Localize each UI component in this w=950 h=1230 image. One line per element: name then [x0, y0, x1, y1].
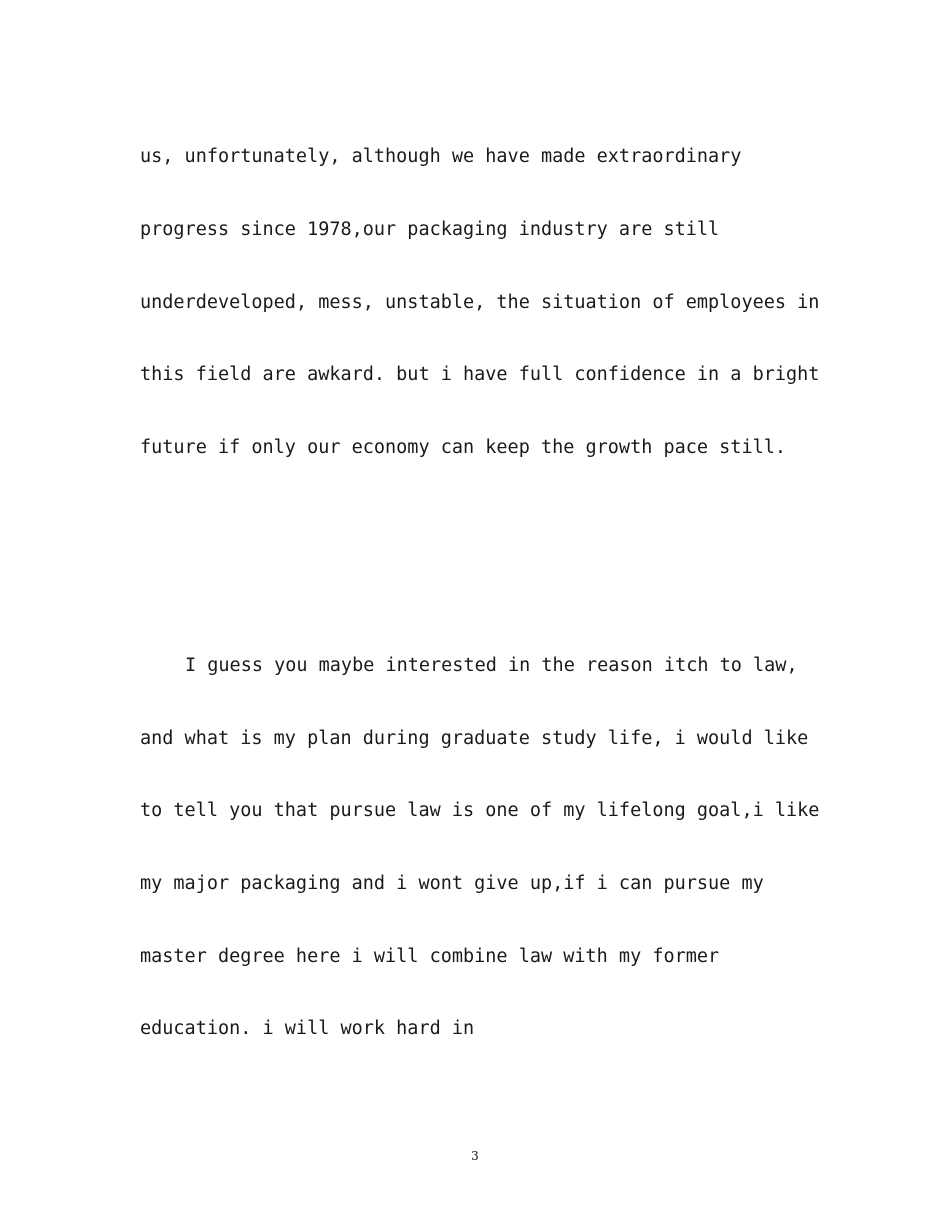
paragraph-2-line-5: master degree here i will combine law with my former: [140, 946, 720, 967]
paragraph-2-line-6: education. i will work hard in: [140, 1018, 475, 1039]
paragraph-1-line-1: us, unfortunately, although we have made extraordinary: [140, 146, 742, 167]
paragraph-1-line-2: progress since 1978,our packaging industry are still: [140, 219, 720, 240]
paragraph-2-line-2: and what is my plan during graduate study life, i would like: [140, 728, 809, 749]
paragraph-2-line-1: I guess you maybe interested in the reason itch to law,: [185, 655, 798, 676]
paragraph-1-line-5: future if only our economy can keep the growth pace still.: [140, 437, 787, 458]
paragraph-2-line-4: my major packaging and i wont give up,if i can pursue my: [140, 873, 764, 894]
page-number: 3: [471, 1149, 479, 1163]
paragraph-1-line-3: underdeveloped, mess, unstable, the situation of employees in: [140, 292, 820, 313]
paragraph-1-line-4: this field are awkard. but i have full confidence in a bright: [140, 364, 820, 385]
paragraph-2-line-3: to tell you that pursue law is one of my lifelong goal,i like: [140, 800, 820, 821]
